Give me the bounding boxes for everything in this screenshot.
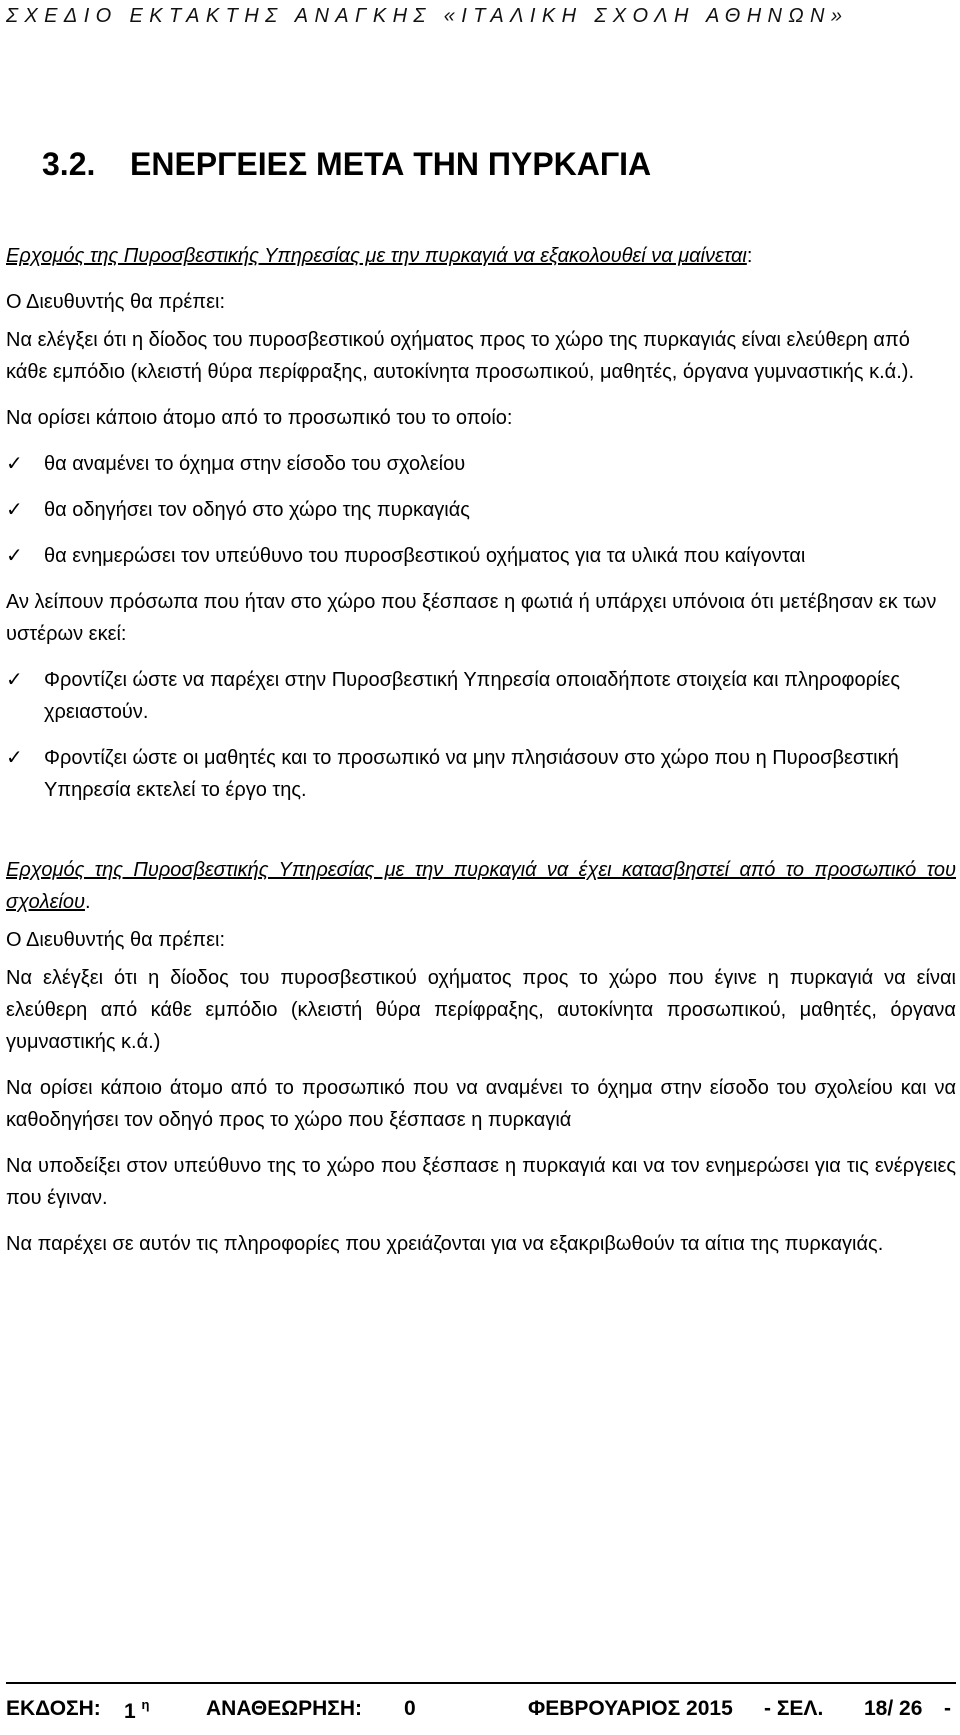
part1-heading-text: Ερχομός της Πυροσβεστικής Υπηρεσίας με την πυρκαγιά να εξακολουθεί να μαίνεται	[6, 245, 747, 267]
edition-value	[124, 1697, 149, 1724]
footer-date: ΦΕΒΡΟΥΑΡΙΟΣ 2015	[528, 1697, 733, 1720]
page-number: 18/ 26	[864, 1697, 923, 1720]
document-header-title: ΣΧΕΔΙΟ ΕΚΤΑΚΤΗΣ ΑΝΑΓΚΗΣ «ΙΤΑΛΙΚΗ ΣΧΟΛΗ ΑΘΗΝΩΝ»	[6, 5, 849, 27]
part1-check-path: Να ελέγξει ότι η δίοδος του πυροσβεστικού οχήματος προς το χώρο της πυρκαγιάς είναι ελεύθερη από κάθε εμπόδιο (κλειστή θύρα περίφραξης, αυτοκίνητα προσωπικού, μαθητές, όργανα γυμναστικής κ.ά.).	[6, 329, 914, 383]
part2-heading-suffix: .	[84, 891, 91, 913]
checklist-item	[6, 742, 956, 806]
edition-label: ΕΚΔΟΣΗ:	[6, 1697, 101, 1720]
revision-label: ΑΝΑΘΕΩΡΗΣΗ:	[206, 1697, 363, 1720]
part2-paragraph: Να ορίσει κάποιο άτομο από το προσωπικό που να αναμένει το όχημα στην είσοδο του σχολείου και να καθοδηγήσει τον οδηγό προς το χώρο που ξέσπασε η πυρκαγιά	[6, 1077, 956, 1131]
revision-value: 0	[404, 1697, 416, 1720]
checklist-item	[6, 664, 956, 728]
checkmark-icon: ✓	[6, 499, 23, 521]
checklist-item-text: Φροντίζει ώστε οι μαθητές και το προσωπικό να μην πλησιάσουν στο χώρο που η Πυροσβεστική Υπηρεσία εκτελεί το έργο της.	[44, 747, 899, 801]
part1-heading-suffix: :	[746, 245, 753, 267]
section-title: ΕΝΕΡΓΕΙΕΣ ΜΕΤΑ ΤΗΝ ΠΥΡΚΑΓΙΑ	[130, 146, 652, 182]
part2-heading-text: Ερχομός της Πυροσβεστικής Υπηρεσίας με την πυρκαγιά να έχει κατασβηστεί από το προσωπικό του σχολείου	[6, 859, 956, 913]
part1-missing-persons: Αν λείπουν πρόσωπα που ήταν στο χώρο που ξέσπασε η φωτιά ή υπάρχει υπόνοια ότι μετέβησαν εκ των υστέρων εκεί:	[6, 591, 937, 645]
checkmark-icon: ✓	[6, 747, 23, 769]
checkmark-icon: ✓	[6, 669, 23, 691]
document-body	[6, 240, 956, 1274]
checklist-item	[6, 540, 956, 572]
page-suffix: -	[944, 1697, 951, 1720]
part1-heading	[6, 240, 956, 272]
edition-number: 1	[124, 1700, 136, 1723]
part2-paragraph: Να ελέγξει ότι η δίοδος του πυροσβεστικού οχήματος προς το χώρο που έγινε η πυρκαγιά να είναι ελεύθερη από κάθε εμπόδιο (κλειστή θύρα περίφραξης, αυτοκίνητα προσωπικού, μαθητές, όργανα γυμναστικής κ.ά.)	[6, 967, 956, 1053]
checklist-item	[6, 448, 956, 480]
checklist-item	[6, 494, 956, 526]
part2-director-must: Ο Διευθυντής θα πρέπει:	[6, 929, 225, 951]
part2-paragraph: Να υποδείξει στον υπεύθυνο της το χώρο που ξέσπασε η πυρκαγιά και να τον ενημερώσει για τις ενέργειες που έγιναν.	[6, 1155, 956, 1209]
checklist-item-text: θα αναμένει το όχημα στην είσοδο του σχολείου	[44, 453, 466, 475]
part1-appoint-person: Να ορίσει κάποιο άτομο από το προσωπικό του το οποίο:	[6, 407, 513, 429]
checklist-item-text: Φροντίζει ώστε να παρέχει στην Πυροσβεστική Υπηρεσία οποιαδήποτε στοιχεία και πληροφορίες χρειαστούν.	[44, 669, 900, 723]
section-spacer	[6, 820, 956, 854]
checkmark-icon: ✓	[6, 453, 23, 475]
footer-divider	[6, 1682, 956, 1684]
checklist-item-text: θα οδηγήσει τον οδηγό στο χώρο της πυρκαγιάς	[44, 499, 470, 521]
section-heading	[42, 146, 651, 183]
section-number: 3.2.	[42, 146, 96, 182]
part2-heading	[6, 854, 956, 918]
checklist-item-text: θα ενημερώσει τον υπεύθυνο του πυροσβεστικού οχήματος για τα υλικά που καίγονται	[44, 545, 806, 567]
checkmark-icon: ✓	[6, 545, 23, 567]
edition-superscript: η	[141, 1697, 150, 1712]
part2-paragraph: Να παρέχει σε αυτόν τις πληροφορίες που χρειάζονται για να εξακριβωθούν τα αίτια της πυρκαγιάς.	[6, 1233, 884, 1255]
part1-director-must: Ο Διευθυντής θα πρέπει:	[6, 291, 225, 313]
page-label: - ΣΕΛ.	[764, 1697, 824, 1720]
